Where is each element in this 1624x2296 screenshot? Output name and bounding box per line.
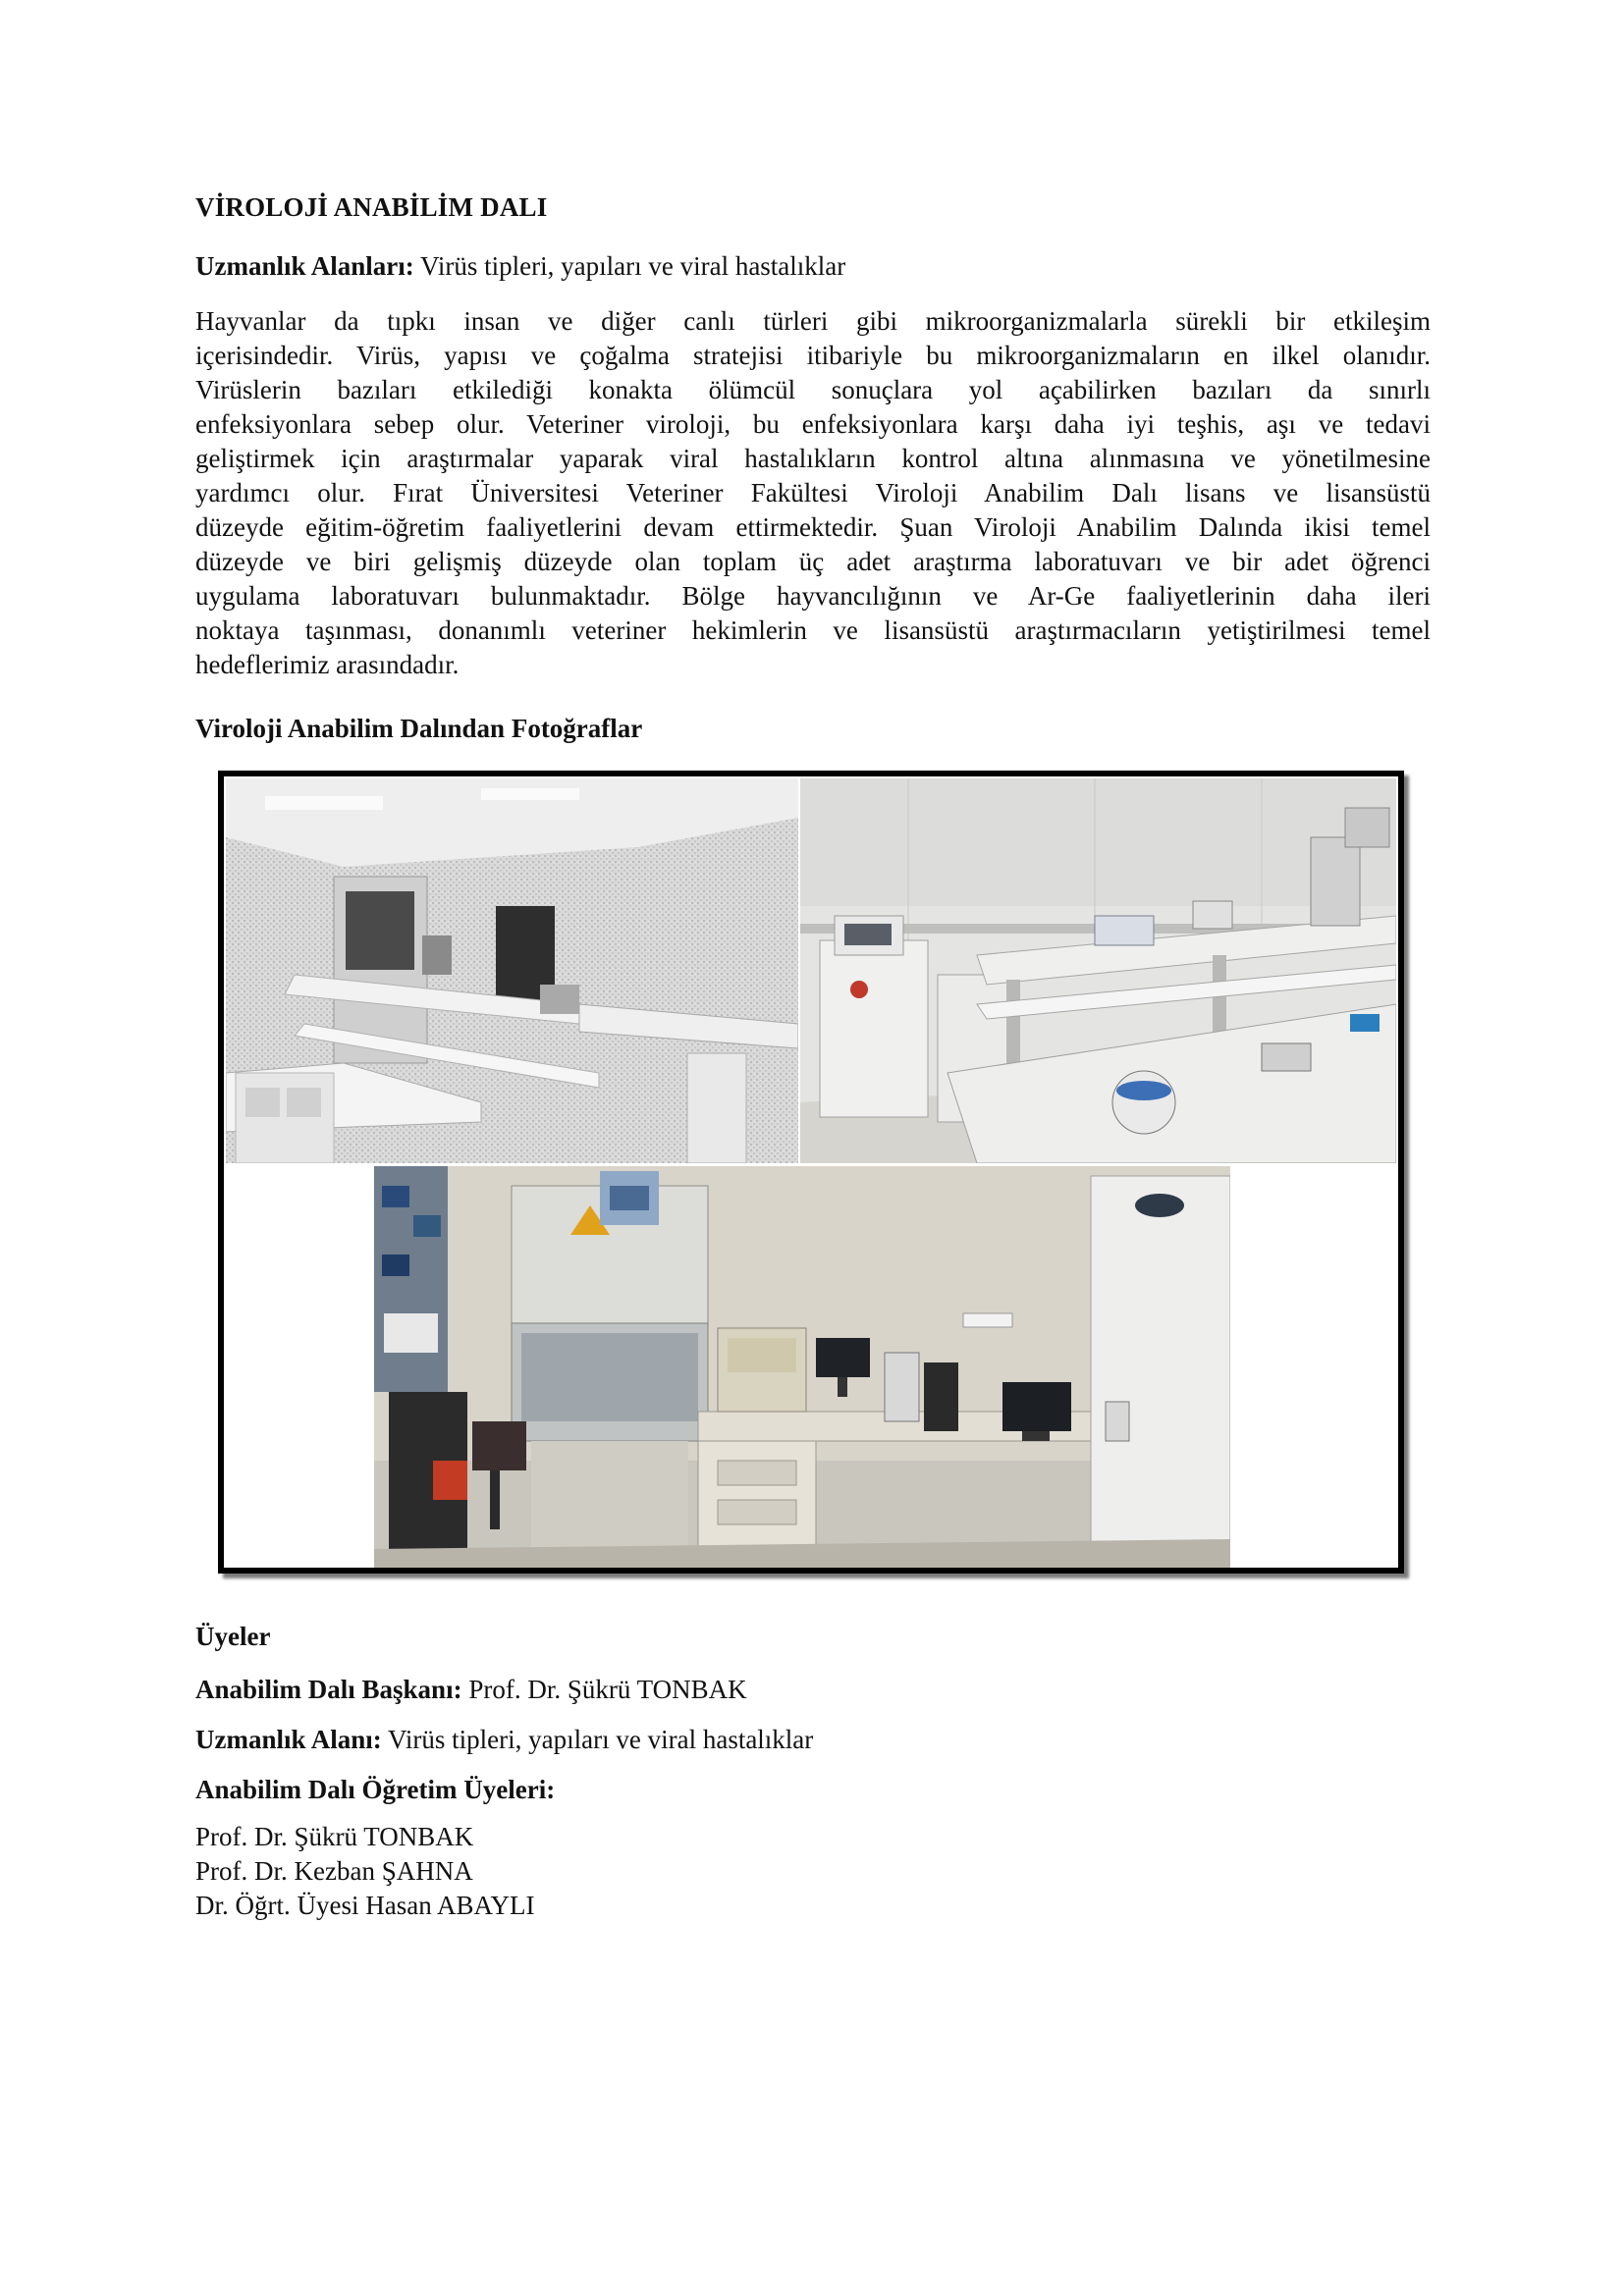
faculty-heading: Anabilim Dalı Öğretim Üyeleri: [195, 1775, 556, 1804]
paragraph-line: düzeyde ve biri gelişmiş düzeyde olan toplam üç adet araştırma laboratuvarı ve bir adet öğrenci [195, 547, 1431, 576]
lab-photo-2 [800, 778, 1396, 1163]
paragraph-line: Virüslerin bazıları etkilediği konakta ölümcül sonuçlara yol açabilirken bazıları da sınırlı [195, 375, 1431, 404]
lab-photo-2-image [800, 778, 1396, 1163]
paragraph-line: yardımcı olur. Fırat Üniversitesi Veteriner Fakültesi Viroloji Anabilim Dalı lisans ve lisansüstü [195, 478, 1431, 507]
head-expertise-line [195, 1725, 813, 1755]
head-expertise-value: Virüs tipleri, yapıları ve viral hastalıklar [388, 1725, 814, 1754]
paragraph-line: düzeyde eğitim-öğretim faaliyetlerini devam ettirmektedir. Şuan Viroloji Anabilim Dalında ikisi temel [195, 512, 1431, 542]
paragraph-line: Hayvanlar da tıpkı insan ve diğer canlı türleri gibi mikroorganizmalarla sürekli bir etkileşim [195, 306, 1431, 336]
lab-photo-3 [374, 1166, 1230, 1568]
head-line [195, 1675, 747, 1705]
paragraph-line: geliştirmek için araştırmalar yaparak viral hastalıkların kontrol altına alınmasına ve yönetilmesine [195, 444, 1431, 473]
faculty-member: Dr. Öğrt. Üyesi Hasan ABAYLI [195, 1891, 535, 1920]
faculty-member: Prof. Dr. Kezban ŞAHNA [195, 1856, 473, 1886]
expertise-line [195, 251, 845, 282]
faculty-list [195, 1820, 534, 1923]
expertise-value: Virüs tipleri, yapıları ve viral hastalıklar [420, 251, 846, 281]
expertise-label: Uzmanlık Alanları: [195, 251, 414, 281]
head-expertise-label: Uzmanlık Alanı: [195, 1725, 382, 1754]
description-paragraph [195, 304, 1431, 682]
paragraph-line: hedeflerimiz arasındadır. [195, 650, 460, 679]
faculty-member: Prof. Dr. Şükrü TONBAK [195, 1822, 474, 1851]
paragraph-line: içerisindedir. Virüs, yapısı ve çoğalma stratejisi itibariyle bu mikroorganizmaların en ilkel olanıdır. [195, 341, 1431, 370]
paragraph-line: enfeksiyonlara sebep olur. Veteriner viroloji, bu enfeksiyonlara karşı daha iyi teşhis, aşı ve tedavi [195, 409, 1431, 439]
photo-collage [218, 771, 1404, 1574]
lab-photo-1 [226, 778, 798, 1163]
members-heading: Üyeler [195, 1622, 271, 1651]
lab-photo-1-image [226, 778, 798, 1163]
paragraph-line: uygulama laboratuvarı bulunmaktadır. Bölge hayvancılığının ve Ar-Ge faaliyetlerinin daha ileri [195, 581, 1431, 611]
page-title: VİROLOJİ ANABİLİM DALI [195, 192, 548, 222]
head-value: Prof. Dr. Şükrü TONBAK [468, 1675, 747, 1704]
head-label: Anabilim Dalı Başkanı: [195, 1675, 462, 1704]
lab-photo-3-image [374, 1166, 1230, 1568]
photos-heading: Viroloji Anabilim Dalından Fotoğraflar [195, 714, 643, 743]
paragraph-line: noktaya taşınması, donanımlı veteriner hekimlerin ve lisansüstü araştırmacıların yetiştirilmesi temel [195, 615, 1431, 645]
